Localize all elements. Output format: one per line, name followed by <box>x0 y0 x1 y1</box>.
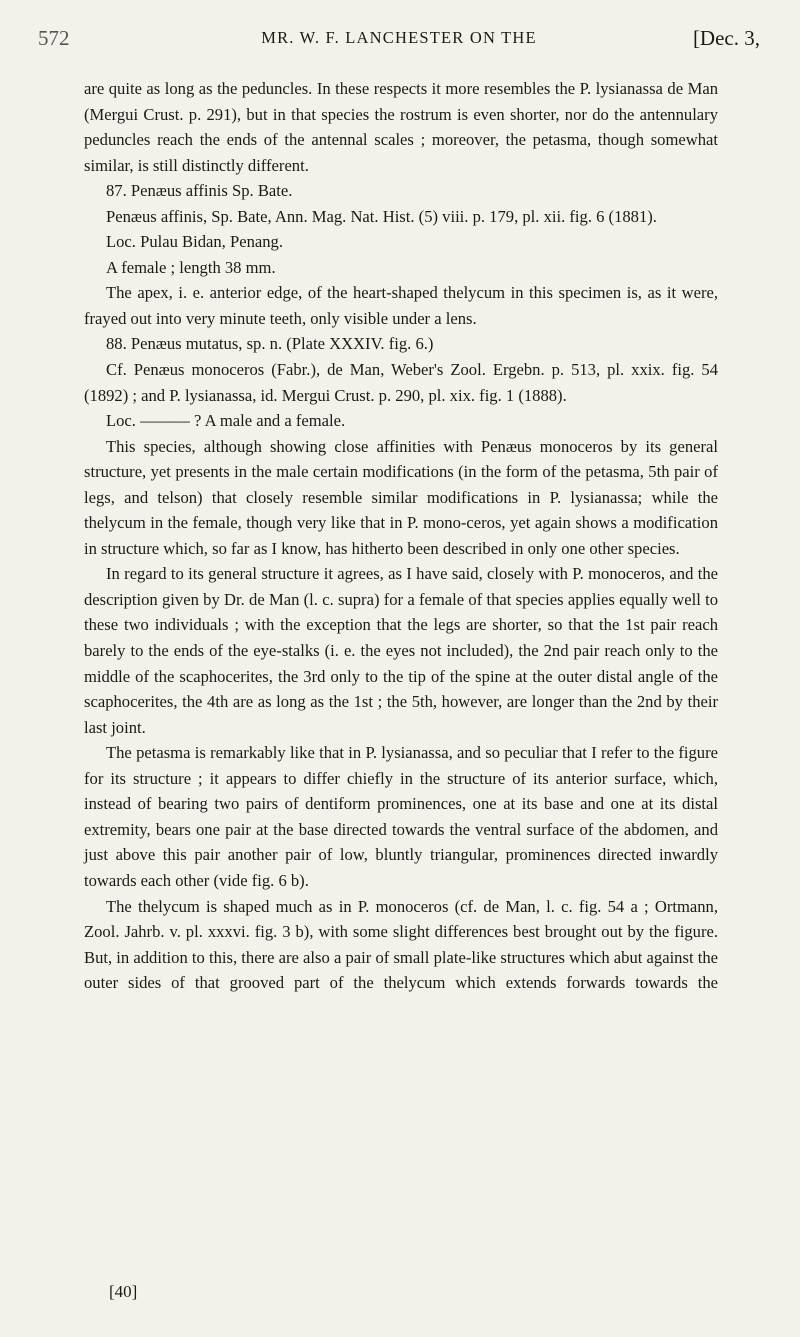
running-header <box>38 26 760 52</box>
paragraph: A female ; length 38 mm. <box>106 257 276 277</box>
paragraph: The thelycum is shaped much as in P. monoceros (cf. de Man, l. c. fig. 54 a ; Ortmann, Zool. Jahrb. v. pl. xxxvi. fig. 3 b), with some slight differences best brought out by the figure. But, in addition to this, there are also a pair of small plate-like structures which abut against the outer sides of that grooved part of the thelycum which extends forwards towards the <box>84 896 718 993</box>
paragraph: Loc. Pulau Bidan, Penang. <box>106 232 283 252</box>
paragraph: 87. Penæus affinis Sp. Bate. <box>106 181 293 201</box>
paragraph: The apex, i. e. anterior edge, of the heart-shaped thelycum in this specimen is, as it were, frayed out into very minute teeth, only visible under a lens. <box>84 283 718 328</box>
paragraph: 88. Penæus mutatus, sp. n. (Plate XXXIV. fig. 6.) <box>106 334 434 354</box>
paragraph: are quite as long as the peduncles. In these respects it more resembles the P. lysianassa de Man (Mergui Crust. p. 291), but in that species the rostrum is even shorter, nor do the antennulary peduncles reach the ends of the antennal scales ; moreover, the petasma, though somewhat similar, is still distinctly different. <box>84 79 718 175</box>
paragraph: In regard to its general structure it agrees, as I have said, closely with P. monoceros, and the description given by Dr. de Man (l. c. supra) for a female of that species applies equally well to these two individuals ; with the exception that the legs are shorter, so that the 1st pair reach barely to the ends of the eye-stalks (i. e. the eyes not included), the 2nd pair reach only to the middle of the scaphocerites, the 3rd only to the tip of the spine at the outer distal angle of the scaphocerites, the 4th are as long as the 1st ; the 5th, however, are longer than the 2nd by their last joint. <box>84 564 718 737</box>
paragraph: Penæus affinis, Sp. Bate, Ann. Mag. Nat. Hist. (5) viii. p. 179, pl. xii. fig. 6 (1881). <box>106 206 657 226</box>
page-number: 572 <box>38 26 70 50</box>
running-head-title: MR. W. F. LANCHESTER ON THE <box>261 28 537 47</box>
body-text <box>84 76 718 996</box>
paragraph: This species, although showing close affinities with Penæus monoceros by its general structure, yet presents in the male certain modifications (in the form of the petasma, 5th pair of legs, and telson) that closely resemble similar modifications in P. lysianassa; while the thelycum in the female, though very like that in P. mono-ceros, yet again shows a modification in structure which, so far as I know, has hitherto been described in only one other species. <box>84 436 718 558</box>
paragraph: The petasma is remarkably like that in P. lysianassa, and so peculiar that I refer to the figure for its structure ; it appears to differ chiefly in the structure of its anterior surface, which, instead of bearing two pairs of dentiform prominences, one at its base and one at its distal extremity, bears one pair at the base directed towards the ventral surface of the abdomen, and just above this pair another pair of low, bluntly triangular, prominences directed inwardly towards each other (vide fig. 6 b). <box>84 743 718 890</box>
folio-mark: [40] <box>109 1282 138 1301</box>
header-date: [Dec. 3, <box>692 26 760 50</box>
paragraph: Loc. ——— ? A male and a female. <box>106 411 346 431</box>
paragraph: Cf. Penæus monoceros (Fabr.), de Man, Weber's Zool. Ergebn. p. 513, pl. xxix. fig. 54 (1892) ; and P. lysianassa, id. Mergui Crust. p. 290, pl. xix. fig. 1 (1888). <box>84 360 718 405</box>
